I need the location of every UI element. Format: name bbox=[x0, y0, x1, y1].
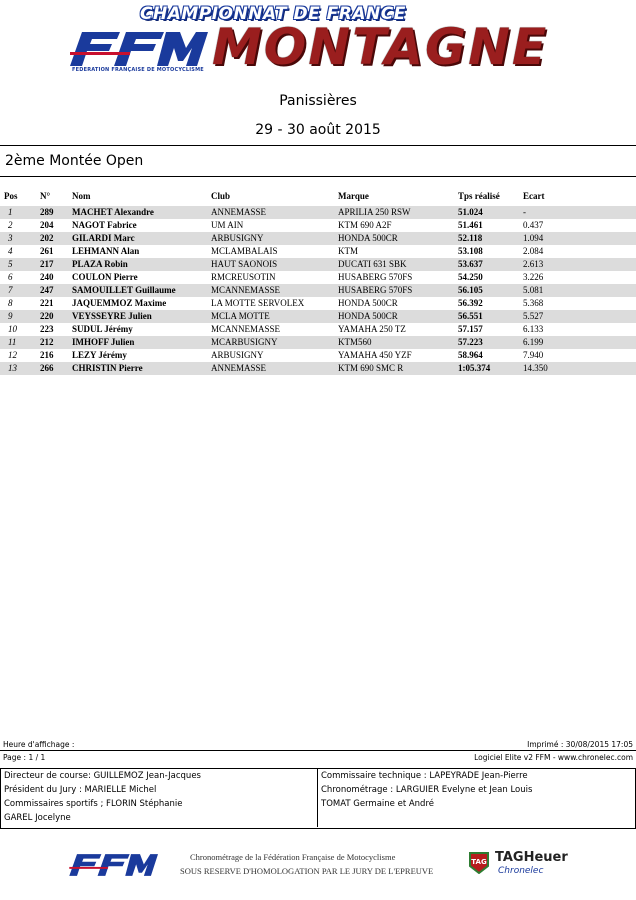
official-technique: Commissaire technique : LAPEYRADE Jean-Pierre bbox=[321, 771, 528, 781]
cell-tps: 58.964 bbox=[458, 350, 483, 360]
cell-club: MCLAMBALAIS bbox=[211, 246, 278, 256]
cell-num: 289 bbox=[40, 207, 54, 217]
cell-pos: 11 bbox=[8, 337, 17, 347]
cell-ecart: 14.350 bbox=[523, 363, 548, 373]
table-row bbox=[0, 349, 636, 362]
col-header-ecart: Ecart bbox=[523, 191, 545, 201]
federation-caption: FEDERATION FRANÇAISE DE MOTOCYCLISME bbox=[72, 67, 204, 73]
cell-marque: KTM 690 SMC R bbox=[338, 363, 404, 373]
cell-nom: VEYSSEYRE Julien bbox=[72, 311, 152, 321]
cell-num: 247 bbox=[40, 285, 54, 295]
cell-club: MCARBUSIGNY bbox=[211, 337, 278, 347]
table-row bbox=[0, 284, 636, 297]
cell-marque: YAMAHA 450 YZF bbox=[338, 350, 412, 360]
table-row bbox=[0, 232, 636, 245]
cell-num: 266 bbox=[40, 363, 54, 373]
col-header-num: N° bbox=[40, 191, 51, 201]
cell-ecart: 6.199 bbox=[523, 337, 544, 347]
cell-pos: 2 bbox=[8, 220, 13, 230]
cell-ecart: 2.084 bbox=[523, 246, 544, 256]
divider bbox=[0, 750, 636, 751]
cell-club: ARBUSIGNY bbox=[211, 233, 264, 243]
cell-marque: KTM560 bbox=[338, 337, 372, 347]
cell-pos: 9 bbox=[8, 311, 13, 321]
col-header-nom: Nom bbox=[72, 191, 91, 201]
official-tomat: TOMAT Germaine et André bbox=[321, 799, 434, 809]
official-chronometrage: Chronométrage : LARGUIER Evelyne et Jean Louis bbox=[321, 785, 533, 795]
cell-pos: 1 bbox=[8, 207, 13, 217]
cell-tps: 54.250 bbox=[458, 272, 483, 282]
cell-marque: DUCATI 631 SBK bbox=[338, 259, 407, 269]
cell-pos: 6 bbox=[8, 272, 13, 282]
cell-ecart: 5.081 bbox=[523, 285, 544, 295]
official-commissaires: Commissaires sportifs ; FLORIN Stéphanie bbox=[4, 799, 183, 809]
logiciel-info: Logiciel Elite v2 FFM - www.chronelec.com bbox=[474, 753, 633, 762]
cell-club: RMCREUSOTIN bbox=[211, 272, 276, 282]
cell-nom: SUDUL Jérémy bbox=[72, 324, 133, 334]
cell-ecart: 0.437 bbox=[523, 220, 544, 230]
divider bbox=[0, 176, 636, 177]
event-place: Panissières bbox=[279, 93, 357, 109]
cell-pos: 10 bbox=[8, 324, 17, 334]
cell-marque: HONDA 500CR bbox=[338, 233, 398, 243]
cell-ecart: 1.094 bbox=[523, 233, 544, 243]
cell-marque: HONDA 500CR bbox=[338, 311, 398, 321]
event-date: 29 - 30 août 2015 bbox=[255, 122, 381, 138]
tagheuer-shield-icon bbox=[468, 852, 490, 874]
official-president: Président du Jury : MARIELLE Michel bbox=[4, 785, 157, 795]
table-row bbox=[0, 271, 636, 284]
cell-tps: 1:05.374 bbox=[458, 363, 491, 373]
page-number: Page : 1 / 1 bbox=[3, 753, 46, 762]
ffm-logo bbox=[68, 28, 208, 70]
cell-marque: KTM 690 A2F bbox=[338, 220, 392, 230]
table-row bbox=[0, 362, 636, 375]
results-table bbox=[0, 206, 636, 375]
cell-marque: KTM bbox=[338, 246, 358, 256]
cell-num: 212 bbox=[40, 337, 54, 347]
cell-tps: 53.108 bbox=[458, 246, 483, 256]
svg-text:TAG: TAG bbox=[471, 858, 487, 866]
cell-club: MCLA MOTTE bbox=[211, 311, 270, 321]
cell-club: UM AIN bbox=[211, 220, 244, 230]
championship-title: CHAMPIONNAT DE FRANCE bbox=[140, 4, 406, 24]
chrono-line2: SOUS RESERVE D'HOMOLOGATION PAR LE JURY DE L'EPREUVE bbox=[180, 866, 434, 876]
cell-num: 202 bbox=[40, 233, 54, 243]
cell-marque: HUSABERG 570FS bbox=[338, 285, 413, 295]
cell-num: 240 bbox=[40, 272, 54, 282]
cell-ecart: 5.368 bbox=[523, 298, 544, 308]
cell-ecart: 5.527 bbox=[523, 311, 544, 321]
cell-num: 223 bbox=[40, 324, 54, 334]
cell-club: LA MOTTE SERVOLEX bbox=[211, 298, 305, 308]
cell-ecart: 6.133 bbox=[523, 324, 544, 334]
cell-nom: SAMOUILLET Guillaume bbox=[72, 285, 176, 295]
cell-num: 261 bbox=[40, 246, 54, 256]
cell-tps: 57.223 bbox=[458, 337, 483, 347]
cell-tps: 56.551 bbox=[458, 311, 483, 321]
cell-nom: LEZY Jérémy bbox=[72, 350, 127, 360]
cell-nom: CHRISTIN Pierre bbox=[72, 363, 143, 373]
cell-club: ANNEMASSE bbox=[211, 207, 267, 217]
cell-nom: PLAZA Robin bbox=[72, 259, 128, 269]
cell-tps: 51.024 bbox=[458, 207, 483, 217]
chronelec-wordmark: Chronelec bbox=[498, 866, 544, 876]
table-row bbox=[0, 258, 636, 271]
official-directeur: Directeur de course: GUILLEMOZ Jean-Jacques bbox=[4, 771, 201, 781]
cell-nom: LEHMANN Alan bbox=[72, 246, 140, 256]
cell-pos: 13 bbox=[8, 363, 17, 373]
cell-marque: HUSABERG 570FS bbox=[338, 272, 413, 282]
col-header-pos: Pos bbox=[4, 191, 18, 201]
heure-affichage: Heure d'affichage : bbox=[3, 740, 75, 749]
col-header-tps: Tps réalisé bbox=[458, 191, 500, 201]
cell-nom: COULON Pierre bbox=[72, 272, 138, 282]
cell-tps: 56.105 bbox=[458, 285, 483, 295]
table-row bbox=[0, 245, 636, 258]
chrono-line1: Chronométrage de la Fédération Française de Motocyclisme bbox=[190, 852, 396, 862]
divider bbox=[0, 145, 636, 146]
cell-num: 221 bbox=[40, 298, 54, 308]
cell-club: MCANNEMASSE bbox=[211, 324, 281, 334]
ffm-logo-footer bbox=[68, 850, 158, 880]
cell-num: 216 bbox=[40, 350, 54, 360]
table-row bbox=[0, 219, 636, 232]
cell-nom: JAQUEMMOZ Maxime bbox=[72, 298, 167, 308]
cell-ecart: 7.940 bbox=[523, 350, 544, 360]
cell-ecart: - bbox=[523, 207, 526, 217]
cell-pos: 12 bbox=[8, 350, 17, 360]
cell-club: MCANNEMASSE bbox=[211, 285, 281, 295]
imprime-date: Imprimé : 30/08/2015 17:05 bbox=[527, 740, 633, 749]
cell-tps: 53.637 bbox=[458, 259, 483, 269]
cell-ecart: 2.613 bbox=[523, 259, 544, 269]
cell-nom: NAGOT Fabrice bbox=[72, 220, 137, 230]
cell-tps: 52.118 bbox=[458, 233, 483, 243]
table-row bbox=[0, 336, 636, 349]
table-row bbox=[0, 323, 636, 336]
cell-tps: 51.461 bbox=[458, 220, 483, 230]
cell-num: 220 bbox=[40, 311, 54, 321]
cell-num: 217 bbox=[40, 259, 54, 269]
category-title: 2ème Montée Open bbox=[5, 153, 144, 169]
cell-pos: 4 bbox=[8, 246, 13, 256]
col-header-marque: Marque bbox=[338, 191, 369, 201]
col-header-club: Club bbox=[211, 191, 231, 201]
cell-nom: IMHOFF Julien bbox=[72, 337, 135, 347]
cell-ecart: 3.226 bbox=[523, 272, 544, 282]
cell-nom: GILARDI Marc bbox=[72, 233, 135, 243]
official-garel: GAREL Jocelyne bbox=[4, 813, 71, 823]
cell-nom: MACHET Alexandre bbox=[72, 207, 154, 217]
cell-tps: 57.157 bbox=[458, 324, 483, 334]
cell-pos: 7 bbox=[8, 285, 13, 295]
cell-club: ARBUSIGNY bbox=[211, 350, 264, 360]
montagne-title: MONTAGNE bbox=[212, 18, 549, 76]
table-row bbox=[0, 310, 636, 323]
tagheuer-wordmark: TAGHeuer bbox=[495, 850, 568, 865]
cell-marque: APRILIA 250 RSW bbox=[338, 207, 411, 217]
cell-pos: 8 bbox=[8, 298, 13, 308]
cell-tps: 56.392 bbox=[458, 298, 483, 308]
table-row bbox=[0, 297, 636, 310]
cell-pos: 3 bbox=[8, 233, 13, 243]
cell-club: ANNEMASSE bbox=[211, 363, 267, 373]
cell-marque: YAMAHA 250 TZ bbox=[338, 324, 406, 334]
officials-divider bbox=[317, 768, 318, 827]
cell-num: 204 bbox=[40, 220, 54, 230]
cell-marque: HONDA 500CR bbox=[338, 298, 398, 308]
cell-pos: 5 bbox=[8, 259, 13, 269]
cell-club: HAUT SAONOIS bbox=[211, 259, 278, 269]
table-row bbox=[0, 206, 636, 219]
